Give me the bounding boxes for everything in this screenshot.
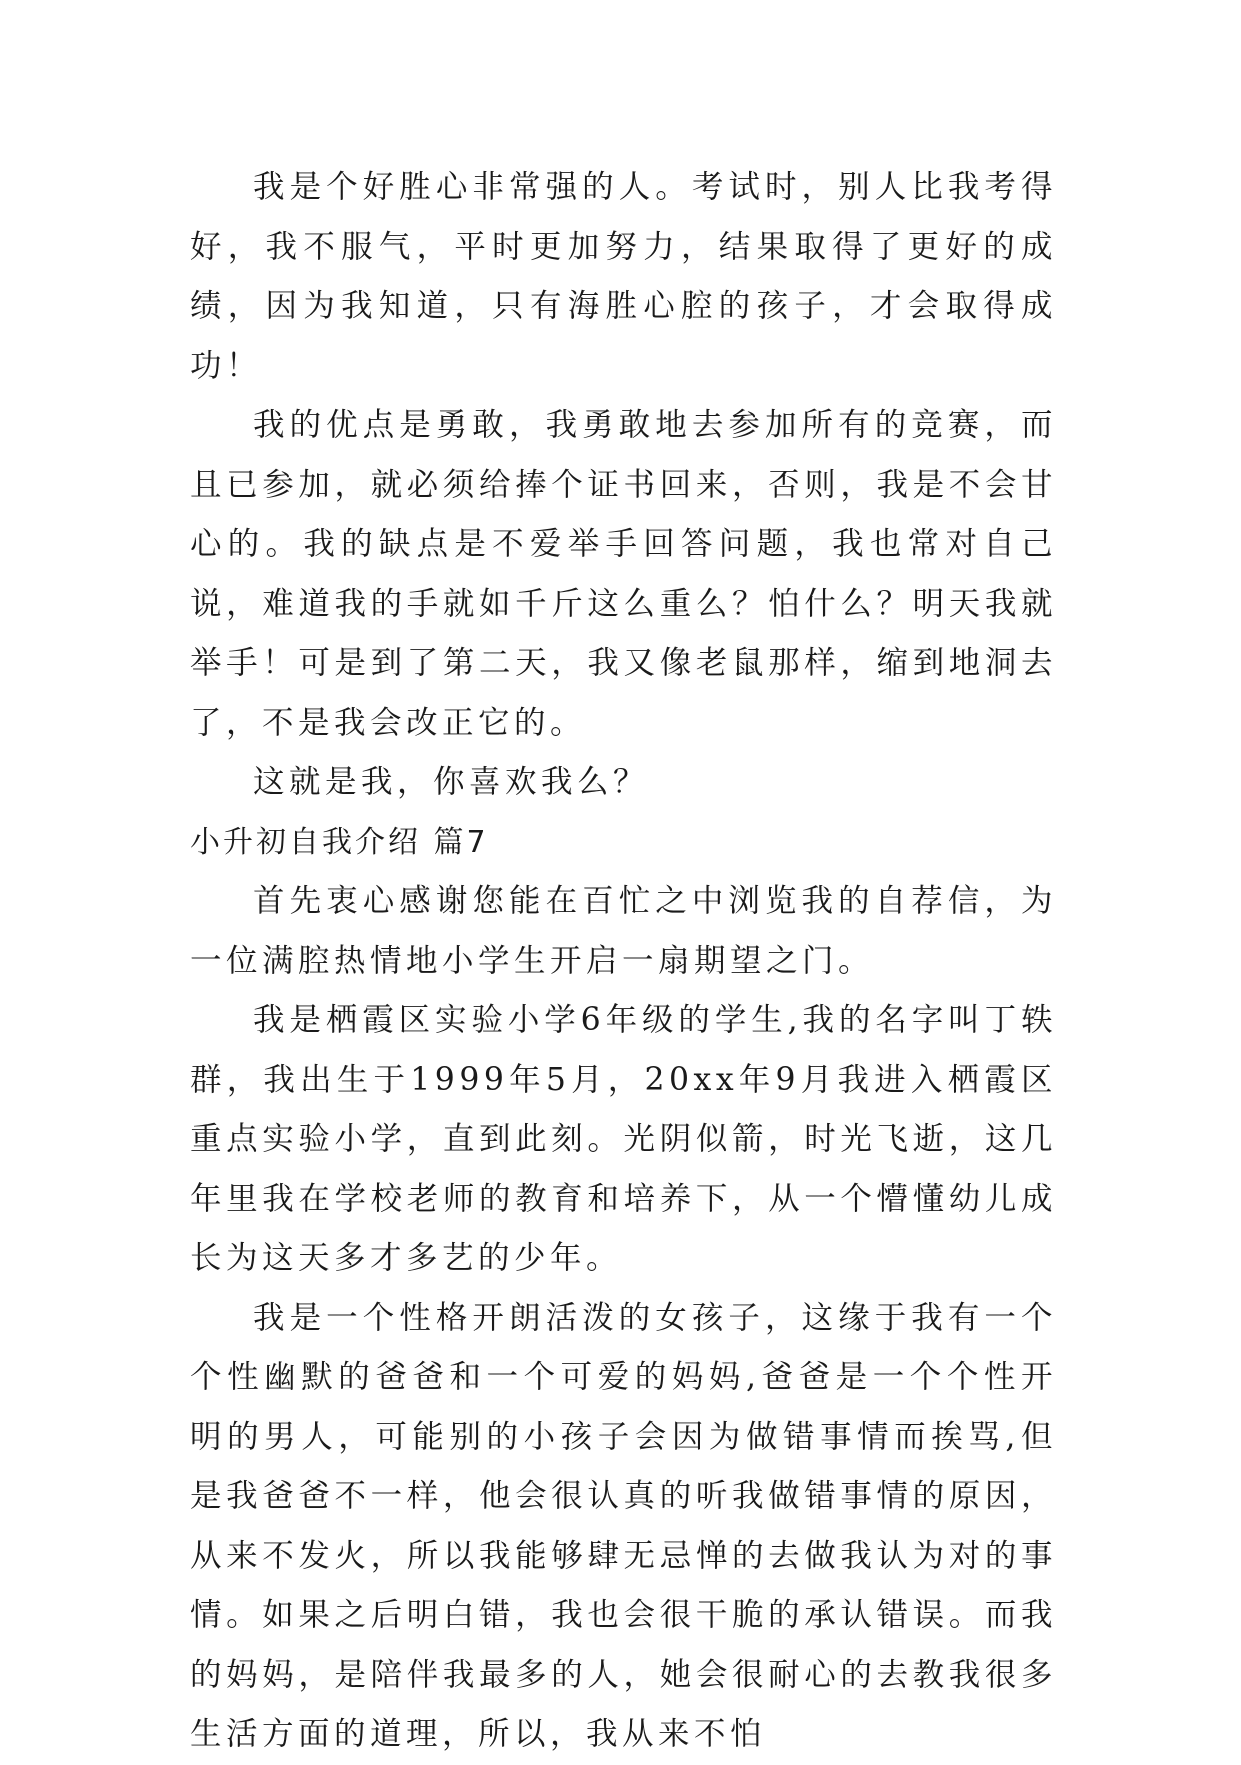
document-page	[190, 158, 1057, 1765]
paragraph-closing-question: 这就是我，你喜欢我么？	[253, 764, 650, 800]
paragraph-strengths-weaknesses: 我的优点是勇敢，我勇敢地去参加所有的竞赛，而且已参加，就必须给捧个证书回来，否则，我是不会甘心的。我的缺点是不爱举手回答问题，我也常对自己说，难道我的手就如千斤这么重么？怕什么？明天我就举手！可是到了第二天，我又像老鼠那样，缩到地洞去了，不是我会改正它的。	[190, 407, 1057, 741]
paragraph-background: 我是栖霞区实验小学6年级的学生,我的名字叫丁轶群，我出生于1999年5月，20xx年9月我进入栖霞区重点实验小学，直到此刻。光阴似箭，时光飞逝，这几年里我在学校老师的教育和培养下，从一个懵懂幼儿成长为这天多才多艺的少年。	[190, 1002, 1057, 1276]
section-heading: 小升初自我介绍 篇7	[190, 824, 489, 860]
paragraph-family: 我是一个性格开朗活泼的女孩子，这缘于我有一个个性幽默的爸爸和一个可爱的妈妈,爸爸是一个个性开明的男人，可能别的小孩子会因为做错事情而挨骂,但是我爸爸不一样，他会很认真的听我做错事情的原因，从来不发火，所以我能够肆无忌惮的去做我认为对的事情。如果之后明白错，我也会很干脆的承认错误。而我的妈妈，是陪伴我最多的人，她会很耐心的去教我很多生活方面的道理，所以，我从来不怕	[190, 1299, 1057, 1752]
paragraph-thanks: 首先衷心感谢您能在百忙之中浏览我的自荐信，为一位满腔热情地小学生开启一扇期望之门。	[190, 883, 1057, 979]
paragraph-competitive: 我是个好胜心非常强的人。考试时，别人比我考得好，我不服气，平时更加努力，结果取得了更好的成绩，因为我知道，只有海胜心腔的孩子，才会取得成功！	[190, 169, 1057, 384]
